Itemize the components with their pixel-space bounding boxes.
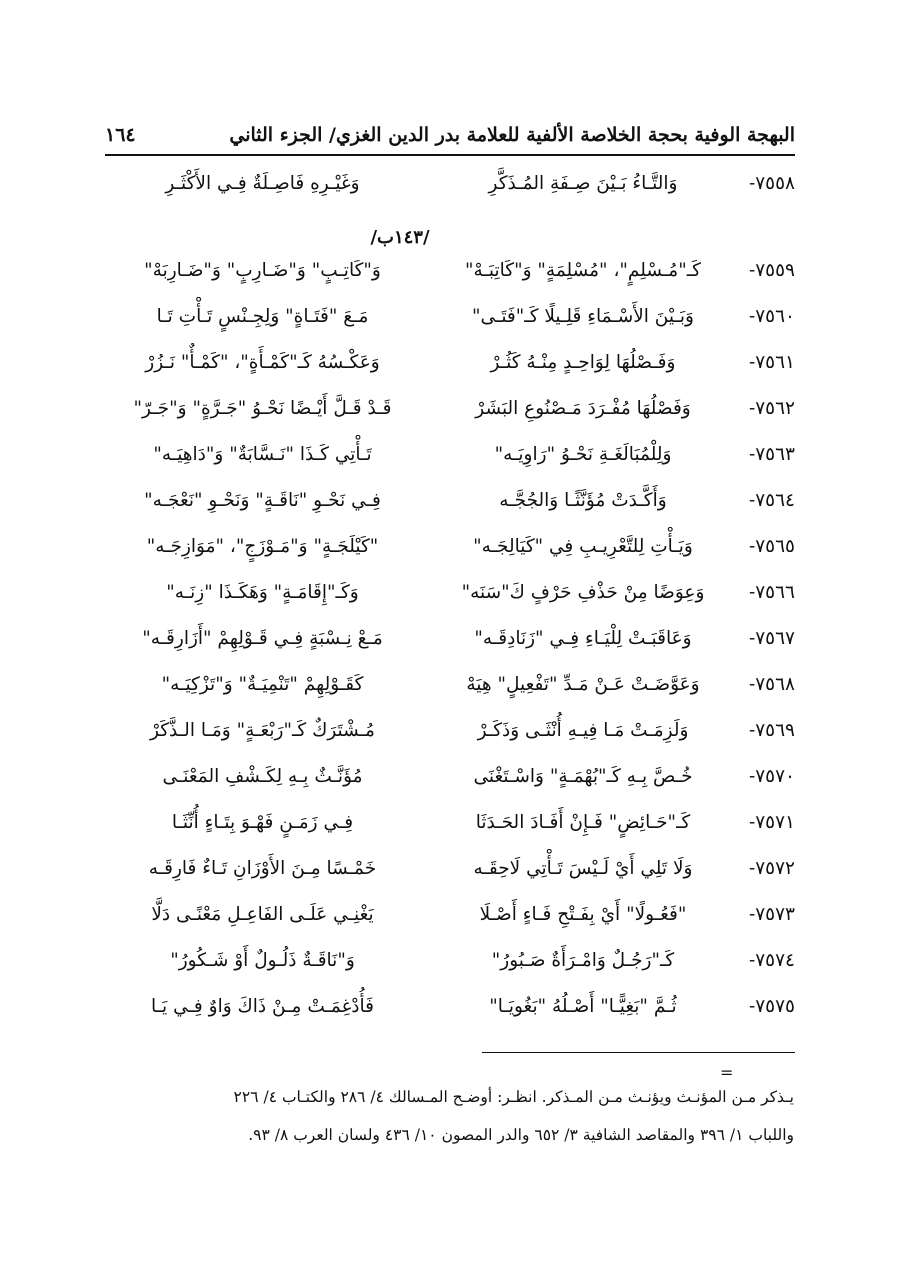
verse-first-hemistich: وَلَا تَلِي أَيْ لَـيْسَ تَـأْتِي لَاحِقَـه <box>473 858 693 879</box>
verse-second-hemistich: مُـشْتَرَكٌ كَـ"رَبْعَـةٍ" وَمَـا الـذَّكَرْ <box>150 720 375 741</box>
verse-first-hemistich: وَأَكَّـدَتْ مُؤَنَّثًـا وَالجُجَّـه <box>499 490 667 511</box>
verse-first-hemistich: وَعَوَّضَـتْ عَـنْ مَـدِّ "تَفْعِيلٍ" هِيَهْ <box>466 674 700 695</box>
verse-line <box>105 711 795 751</box>
verse-line <box>105 389 795 429</box>
verse-number: ٧٥٦٤- <box>748 490 795 511</box>
verse-number: ٧٥٦٩- <box>748 720 795 741</box>
verse-line <box>105 527 795 567</box>
footnote-line: واللباب ١/ ٣٩٦ والمقاصد الشافية ٣/ ٦٥٢ والدر المصون ١٠/ ٤٣٦ ولسان العرب ٨/ ٩٣. <box>248 1126 794 1144</box>
verse-second-hemistich: وَ"كَاتِـبٍ" وَ"ضَـارِبٍ" وَ"ضَـارِبَهْ" <box>144 260 381 281</box>
verse-line <box>105 164 795 204</box>
verse-second-hemistich: فِـي نَحْـوِ "نَاقَـةٍ" وَنَحْـوِ "نَعْجَـه" <box>144 490 381 511</box>
verse-first-hemistich: كَـ"حَـائِضٍ" فَـإِنْ أَفَـادَ الحَـدَثَا <box>475 812 691 833</box>
verse-second-hemistich: وَعَكْـسُهُ كَـ"كَمْـأَةٍ"، "كَمْـأٌ" نَـزُرْ <box>145 352 380 373</box>
verse-first-hemistich: ثُـمَّ "بَغِيًّـا" أَصْـلُهُ "بَغُويَـا" <box>489 996 677 1017</box>
verse-number: ٧٥٥٩- <box>748 260 795 281</box>
verse-second-hemistich: مُؤَنَّـثٌ بِـهِ لِكَـشْفِ المَعْنَـى <box>162 766 363 787</box>
verse-second-hemistich: خَمْـسًا مِـنَ الأَوْزَانِ تَـاءٌ فَارِقَـه <box>148 858 377 879</box>
verse-number: ٧٥٧٠- <box>748 766 795 787</box>
footnote-rule <box>482 1052 795 1053</box>
verse-number: ٧٥٧١- <box>748 812 795 833</box>
verse-second-hemistich: مَـعَ "فَتَـاةٍ" وَلِجِـنْسٍ تَـأْتِ تَـا <box>156 306 369 327</box>
verse-first-hemistich: خُـصَّ بِـهِ كَـ"بُهْمَـةٍ" وَاسْـتَغْنَى <box>473 766 693 787</box>
verse-line <box>105 757 795 797</box>
verse-line <box>105 573 795 613</box>
header-rule <box>105 154 795 156</box>
verse-second-hemistich: وَكَـ"إِقَامَـةٍ" وَهَكَـذَا "زِنَـه" <box>166 582 359 603</box>
verse-first-hemistich: وَالتَّـاءُ بَـيْنَ صِـفَةِ المُـذَكَّرِ <box>488 173 678 194</box>
verse-number: ٧٥٦٨- <box>748 674 795 695</box>
verse-number: ٧٥٦٧- <box>748 628 795 649</box>
verse-line <box>105 343 795 383</box>
verse-first-hemistich: وَعَاقَبَـتْ لِلْيَـاءِ فِـي "زَنَادِقَـه" <box>474 628 692 649</box>
verse-second-hemistich: فَأُدْغِمَـتْ مِـنْ ذَاكَ وَاوٌ فِـي يَـا <box>150 996 374 1017</box>
verse-first-hemistich: كَـ"مُـسْلِمٍ"، "مُسْلِمَةٍ" وَ"كَاتِبَـهْ" <box>465 260 701 281</box>
verse-line <box>105 435 795 475</box>
verse-line <box>105 941 795 981</box>
verse-second-hemistich: يَغْنِـي عَلَـى الفَاعِـلِ مَعْنًـى دَلَّا <box>151 904 374 925</box>
verse-first-hemistich: "فَعُـولًا" أَيْ بِفَـتْحِ فَـاءٍ أَصْـلَا <box>479 904 687 925</box>
header-title: البهجة الوفية بحجة الخلاصة الألفية للعلامة بدر الدين الغزي/ الجزء الثاني <box>229 124 795 146</box>
verse-number: ٧٥٦٢- <box>748 398 795 419</box>
verse-first-hemistich: كَـ"رَجُـلٌ وَامْـرَأَةٌ صَـبُورُ" <box>491 950 675 971</box>
verse-first-hemistich: وَبَـيْنَ الأَسْـمَاءِ قَلِـيلًا كَـ"فَتَـى" <box>472 306 694 327</box>
verse-second-hemistich: قَـدْ قَـلَّ أَيْـضًا نَحْـوُ "جَـرَّةٍ" وَ"جَـرّ" <box>133 398 392 419</box>
verse-second-hemistich: مَـعْ نِـسْبَةٍ فِـي قَـوْلِهِمْ "أَزَارِقَـه" <box>142 628 383 649</box>
verse-number: ٧٥٧٢- <box>748 858 795 879</box>
verse-second-hemistich: فِـي زَمَـنٍ فَهْـوَ بِتَـاءٍ أُنِّثَـا <box>171 812 354 833</box>
verse-number: ٧٥٦٠- <box>748 306 795 327</box>
verse-first-hemistich: وَعِوَضًا مِنْ حَذْفِ حَرْفٍ كَ"سَنَه" <box>461 582 705 603</box>
folio-marker: /١٤٣ب/ <box>370 227 430 248</box>
verse-line <box>105 849 795 889</box>
verse-first-hemistich: وَيَـأْتِ لِلتَّعْرِيـبِ فِي "كَيَالِجَـه" <box>473 536 693 557</box>
verse-number: ٧٥٦١- <box>748 352 795 373</box>
verse-second-hemistich: "كَيْلَجَـةٍ" وَ"مَـوْزَجٍ"، "مَوَازِجَـه" <box>146 536 379 557</box>
verse-second-hemistich: وَغَيْـرِهِ فَاصِـلَةٌ فِـي الأَكْثَـرِ <box>165 173 360 194</box>
verse-second-hemistich: تَـأْتِي كَـذَا "نَـسَّابَةٌ" وَ"دَاهِيَـه" <box>153 444 372 465</box>
page-number: ١٦٤ <box>105 124 136 146</box>
verse-number: ٧٥٦٦- <box>748 582 795 603</box>
verse-number: ٧٥٦٣- <box>748 444 795 465</box>
verse-number: ٧٥٦٥- <box>748 536 795 557</box>
verse-number: ٧٥٥٨- <box>748 173 795 194</box>
verse-second-hemistich: وَ"نَاقَـةٌ ذَلُـولٌ أَوْ شَـكُورُ" <box>170 950 355 971</box>
verse-line <box>105 619 795 659</box>
verse-line <box>105 895 795 935</box>
verse-line <box>105 987 795 1027</box>
verse-number: ٧٥٧٥- <box>748 996 795 1017</box>
verse-first-hemistich: وَلَزِمَـتْ مَـا فِيـهِ أُنْثَـى وَذَكَـرْ <box>477 720 689 741</box>
verse-second-hemistich: كَقَـوْلِهِمْ "تَنْمِيَـةٌ" وَ"تَزْكِيَـه" <box>161 674 364 695</box>
verse-first-hemistich: وَفَصْلُهَا مُفْـرَدَ مَـصْنُوعِ البَشَرْ <box>475 398 691 419</box>
verse-number: ٧٥٧٤- <box>748 950 795 971</box>
verse-number: ٧٥٧٣- <box>748 904 795 925</box>
running-header <box>105 118 795 156</box>
footnote-continuation-mark: = <box>720 1063 734 1082</box>
verse-line <box>105 481 795 521</box>
verse-first-hemistich: وَفَـصْلُهَا لِوَاحِـدٍ مِنْـهُ كَثُـرْ <box>490 352 676 373</box>
verse-line <box>105 665 795 705</box>
footnote-line: يـذكر مـن المؤنـث ويؤنـث مـن المـذكر. انظـر: أوضـح المـسالك ٤/ ٢٨٦ والكتـاب ٤/ ٢٢٦ <box>233 1088 794 1106</box>
verse-line <box>105 803 795 843</box>
verse-first-hemistich: وَلِلْمُبَالَغَـةِ نَحْـوُ "رَاوِيَـه" <box>494 444 672 465</box>
verse-line <box>105 251 795 291</box>
verse-line <box>105 297 795 337</box>
